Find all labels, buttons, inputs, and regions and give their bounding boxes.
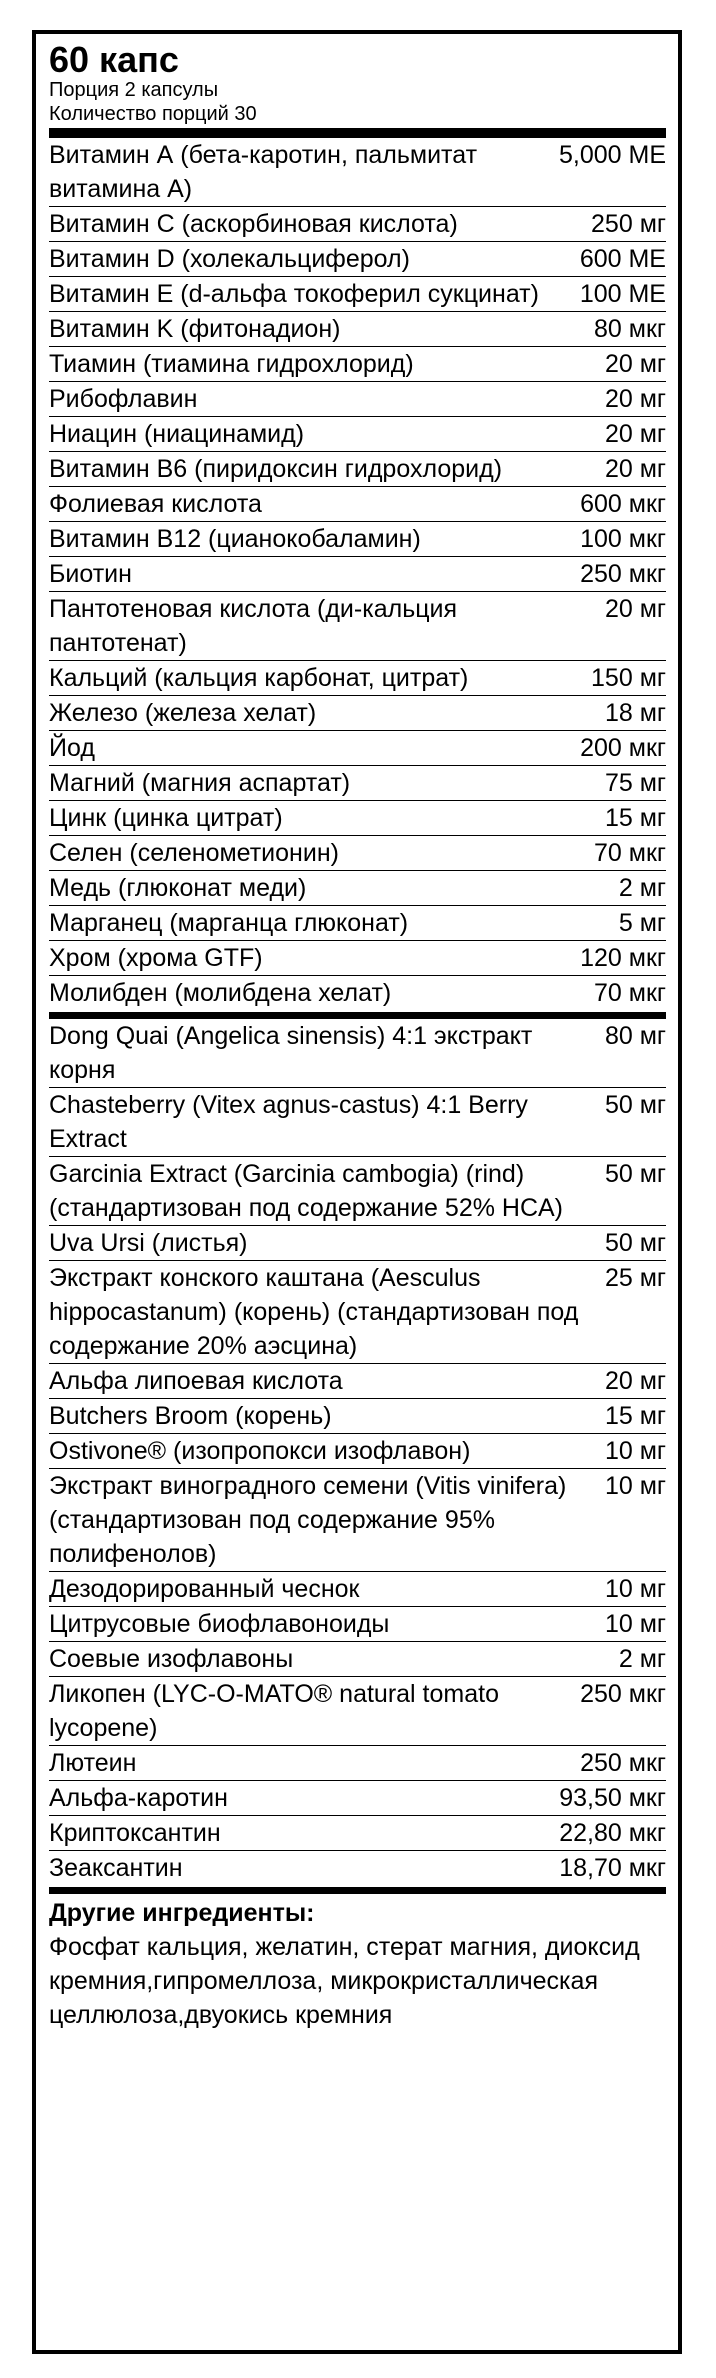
ingredient-name: Хром (хрома GTF) (49, 944, 263, 972)
vitamins-minerals-list (49, 138, 666, 1010)
ingredient-amount: 250 мг (591, 210, 666, 238)
ingredient-name: Альфа липоевая кислота (49, 1367, 343, 1395)
ingredient-amount: 18,70 мкг (559, 1854, 666, 1882)
ingredient-amount: 75 мг (604, 769, 666, 797)
herbal-ingredients-list (49, 1019, 666, 1885)
ingredient-row (49, 1261, 666, 1364)
section-divider (49, 1887, 666, 1894)
ingredient-amount: 5 мг (618, 909, 666, 937)
ingredient-amount: 70 мкг (594, 839, 666, 867)
ingredient-name: Зеаксантин (49, 1854, 183, 1882)
ingredient-row (49, 1781, 666, 1816)
ingredient-amount: 20 мг (604, 1367, 666, 1395)
supplement-facts-panel (32, 30, 682, 2354)
ingredient-amount: 5,000 МЕ (558, 141, 666, 169)
ingredient-amount: 50 мг (604, 1091, 666, 1119)
ingredient-row (49, 557, 666, 592)
ingredient-row (49, 1572, 666, 1607)
ingredient-name: Медь (глюконат меди) (49, 874, 307, 902)
ingredient-row (49, 242, 666, 277)
ingredient-amount: 20 мг (604, 455, 666, 483)
ingredient-row (49, 1157, 666, 1226)
ingredient-name: Биотин (49, 560, 132, 588)
ingredient-row (49, 1364, 666, 1399)
ingredient-row (49, 1851, 666, 1885)
ingredient-row (49, 801, 666, 836)
ingredient-row (49, 1019, 666, 1088)
ingredient-name: Витамин А (бета-каротин, пальмитат витамина А) (49, 141, 478, 203)
ingredient-row (49, 1746, 666, 1781)
ingredient-row (49, 487, 666, 522)
ingredient-name: Витамин B6 (пиридоксин гидрохлорид) (49, 455, 503, 483)
ingredient-amount: 20 мг (604, 385, 666, 413)
ingredient-row (49, 906, 666, 941)
ingredient-row (49, 592, 666, 661)
ingredient-row (49, 1226, 666, 1261)
ingredient-name: Рибофлавин (49, 385, 198, 413)
ingredient-name: Цинк (цинка цитрат) (49, 804, 283, 832)
ingredient-name: Цитрусовые биофлавоноиды (49, 1610, 390, 1638)
ingredient-row (49, 836, 666, 871)
ingredient-row (49, 766, 666, 801)
ingredient-amount: 80 мкг (594, 315, 666, 343)
ingredient-row (49, 1816, 666, 1851)
ingredient-amount: 100 МЕ (579, 280, 666, 308)
ingredient-name: Ниацин (ниацинамид) (49, 420, 305, 448)
ingredient-name: Кальций (кальция карбонат, цитрат) (49, 664, 469, 692)
ingredient-row (49, 207, 666, 242)
ingredient-name: Uva Ursi (листья) (49, 1229, 248, 1257)
ingredient-name: Витамин E (d-альфа токоферил сукцинат) (49, 280, 539, 308)
ingredient-row (49, 1399, 666, 1434)
ingredient-name: Dong Quai (Angelica sinensis) 4:1 экстракт корня (49, 1022, 533, 1084)
ingredient-name: Ликопен (LYC-O-MATO® natural tomato lycopene) (49, 1680, 499, 1742)
ingredient-row (49, 941, 666, 976)
ingredient-amount: 2 мг (618, 874, 666, 902)
ingredient-row (49, 312, 666, 347)
ingredient-amount: 20 мг (604, 420, 666, 448)
ingredient-row (49, 417, 666, 452)
ingredient-name: Витамин K (фитонадион) (49, 315, 341, 343)
ingredient-name: Chasteberry (Vitex agnus-castus) 4:1 Berry Extract (49, 1091, 528, 1153)
ingredient-row (49, 138, 666, 207)
ingredient-amount: 10 мг (604, 1472, 666, 1500)
ingredient-name: Криптоксантин (49, 1819, 221, 1847)
ingredient-name: Дезодорированный чеснок (49, 1575, 360, 1603)
ingredient-amount: 50 мг (604, 1229, 666, 1257)
serving-size: Порция 2 капсулы (49, 79, 219, 101)
ingredient-row (49, 522, 666, 557)
ingredient-name: Butchers Broom (корень) (49, 1402, 332, 1430)
ingredient-row (49, 277, 666, 312)
ingredient-name: Экстракт виноградного семени (Vitis vinifera) (стандартизован под содержание 95% полифенолов) (49, 1472, 567, 1568)
ingredient-name: Фолиевая кислота (49, 490, 262, 518)
ingredient-name: Йод (49, 734, 95, 762)
other-ingredients-text: Фосфат кальция, желатин, стерат магния, диоксид кремния,гипромеллоза, микрокристаллическая целлюлоза,двуокись кремния (49, 1933, 640, 2029)
ingredient-amount: 15 мг (604, 804, 666, 832)
ingredient-amount: 93,50 мкг (559, 1784, 666, 1812)
ingredient-amount: 25 мг (604, 1264, 666, 1292)
ingredient-name: Витамин C (аскорбиновая кислота) (49, 210, 458, 238)
servings-per-container: Количество порций 30 (49, 103, 257, 125)
package-title: 60 капс (49, 39, 179, 80)
ingredient-amount: 600 МЕ (579, 245, 666, 273)
ingredient-name: Селен (селенометионин) (49, 839, 339, 867)
ingredient-row (49, 347, 666, 382)
ingredient-amount: 22,80 мкг (559, 1819, 666, 1847)
section-divider (49, 1012, 666, 1019)
ingredient-row (49, 1434, 666, 1469)
ingredient-amount: 70 мкг (594, 979, 666, 1007)
ingredient-name: Garcinia Extract (Garcinia cambogia) (rind) (стандартизован под содержание 52% HCA) (49, 1160, 564, 1222)
ingredient-amount: 200 мкг (580, 734, 666, 762)
ingredient-name: Молибден (молибдена хелат) (49, 979, 392, 1007)
other-ingredients-heading: Другие ингредиенты: (49, 1899, 315, 1927)
ingredient-amount: 15 мг (604, 1402, 666, 1430)
ingredient-amount: 120 мкг (580, 944, 666, 972)
ingredient-amount: 600 мкг (580, 490, 666, 518)
ingredient-row (49, 696, 666, 731)
ingredient-row (49, 382, 666, 417)
ingredient-row (49, 871, 666, 906)
ingredient-name: Железо (железа хелат) (49, 699, 317, 727)
ingredient-amount: 250 мкг (580, 1749, 666, 1777)
ingredient-name: Пантотеновая кислота (ди-кальция пантотенат) (49, 595, 458, 657)
ingredient-row (49, 1469, 666, 1572)
ingredient-name: Витамин D (холекальциферол) (49, 245, 410, 273)
ingredient-row (49, 1642, 666, 1677)
ingredient-row (49, 976, 666, 1010)
ingredient-name: Тиамин (тиамина гидрохлорид) (49, 350, 414, 378)
ingredient-name: Магний (магния аспартат) (49, 769, 351, 797)
ingredient-amount: 10 мг (604, 1610, 666, 1638)
ingredient-amount: 20 мг (604, 350, 666, 378)
ingredient-amount: 50 мг (604, 1160, 666, 1188)
ingredient-name: Ostivone® (изопропокси изофлавон) (49, 1437, 471, 1465)
ingredient-name: Альфа-каротин (49, 1784, 228, 1812)
ingredient-row (49, 731, 666, 766)
ingredient-amount: 80 мг (604, 1022, 666, 1050)
ingredient-name: Соевые изофлавоны (49, 1645, 294, 1673)
ingredient-amount: 100 мкг (580, 525, 666, 553)
ingredient-name: Марганец (марганца глюконат) (49, 909, 409, 937)
ingredient-row (49, 1088, 666, 1157)
ingredient-name: Витамин B12 (цианокобаламин) (49, 525, 421, 553)
ingredient-name: Экстракт конского каштана (Aesculus hippocastanum) (корень) (стандартизован под содержание 20% аэсцина) (49, 1264, 579, 1360)
ingredient-row (49, 452, 666, 487)
ingredient-amount: 10 мг (604, 1575, 666, 1603)
ingredient-name: Лютеин (49, 1749, 137, 1777)
ingredient-amount: 250 мкг (580, 1680, 666, 1708)
ingredient-row (49, 1607, 666, 1642)
ingredient-amount: 150 мг (591, 664, 666, 692)
section-divider-thick (49, 128, 666, 138)
ingredient-row (49, 661, 666, 696)
ingredient-row (49, 1677, 666, 1746)
ingredient-amount: 20 мг (604, 595, 666, 623)
ingredient-amount: 250 мкг (580, 560, 666, 588)
ingredient-amount: 18 мг (604, 699, 666, 727)
ingredient-amount: 10 мг (604, 1437, 666, 1465)
ingredient-amount: 2 мг (618, 1645, 666, 1673)
